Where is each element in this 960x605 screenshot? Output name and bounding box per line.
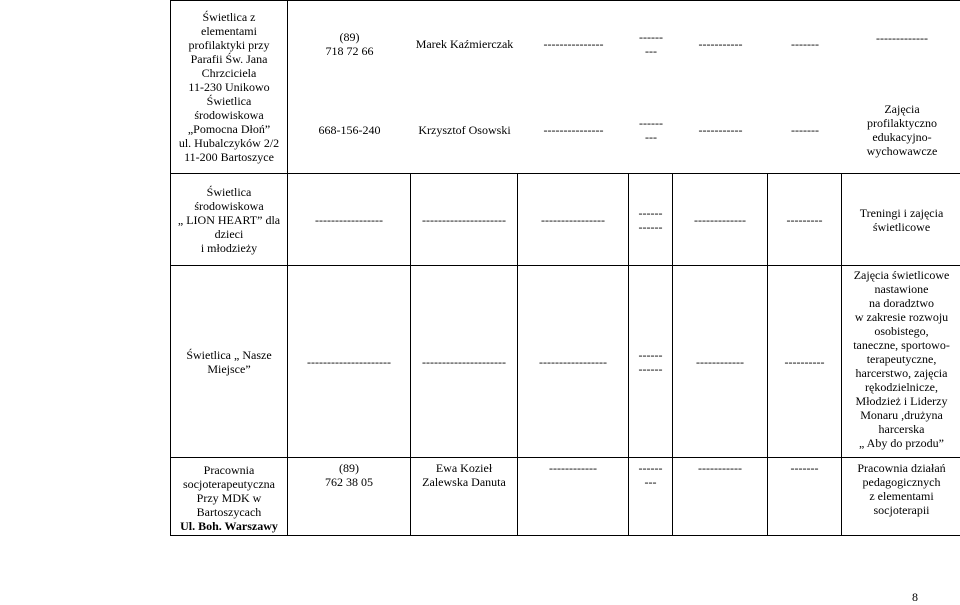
page-number: 8 [912,590,918,605]
col6-cell: ------------- [673,174,768,266]
col7-cell: ------- [768,1,842,87]
col5-cell: ------ ------ [629,174,673,266]
col5-cell: ------ ------ [629,266,673,458]
col7-cell: ---------- [768,266,842,458]
col7-cell: ------- [768,87,842,173]
col6-cell: ----------- [673,1,768,87]
phone-cell: ----------------- [288,174,411,266]
phone-cell: (89) 718 72 66 [288,1,411,87]
manager-cell: --------------------- [411,174,518,266]
col5-cell: ------ --- [629,87,673,173]
col4-cell: ----------------- [518,266,629,458]
table-row [171,266,960,458]
row1-subgrid [288,1,960,174]
activities-cell: Zajęcia świetlicowe nastawione na doradztwo w zakresie rozwoju osobistego, taneczne, sportowo- terapeutyczne, harcerstwo, zajęcia rękodzielnicze, Młodzież i Liderzy Monaru ,drużyna harcerska „ Aby do przodu” [842,266,960,458]
activities-cell: Zajęcia profilaktyczno edukacyjno- wychowawcze [842,87,960,173]
col6-cell: ----------- [673,87,768,173]
phone-cell: 668-156-240 [288,87,411,173]
col4-cell: ---------------- [518,174,629,266]
institution-name-cell: Świetlica „ Nasze Miejsce” [171,266,288,458]
institution-name-cell: Pracownia socjoterapeutyczna Przy MDK w Bartoszycach Ul. Boh. Warszawy [171,458,288,536]
manager-cell: Ewa Kozieł Zalewska Danuta [411,458,518,536]
activities-cell: Pracownia działań pedagogicznych z elementami socjoterapii [842,458,960,536]
activities-cell: ------------- [842,1,960,87]
manager-cell: --------------------- [411,266,518,458]
table-row [171,174,960,266]
col6-cell: ------------ [673,266,768,458]
col4-cell: ------------ [518,458,629,536]
table-row [171,458,960,536]
col4-cell: --------------- [518,1,629,87]
col6-cell: ----------- [673,458,768,536]
institution-name-cell: Świetlica z elementami profilaktyki przy Parafii Św. Jana Chrzciciela 11-230 Unikowo Świetlica środowiskowa „Pomocna Dłoń” ul. Hubalczyków 2/2 11-200 Bartoszyce [171,1,288,174]
activities-cell: Treningi i zajęcia świetlicowe [842,174,960,266]
manager-cell: Krzysztof Osowski [411,87,518,173]
institution-name-cell: Świetlica środowiskowa „ LION HEART” dla dzieci i młodzieży [171,174,288,266]
table-row [171,1,960,174]
institutions-table [170,0,960,536]
col5-cell: ------ --- [629,458,673,536]
col5-cell: ------ --- [629,1,673,87]
col7-cell: --------- [768,174,842,266]
manager-cell: Marek Kaźmierczak [411,1,518,87]
col7-cell: ------- [768,458,842,536]
col4-cell: --------------- [518,87,629,173]
phone-cell: (89) 762 38 05 [288,458,411,536]
phone-cell: --------------------- [288,266,411,458]
